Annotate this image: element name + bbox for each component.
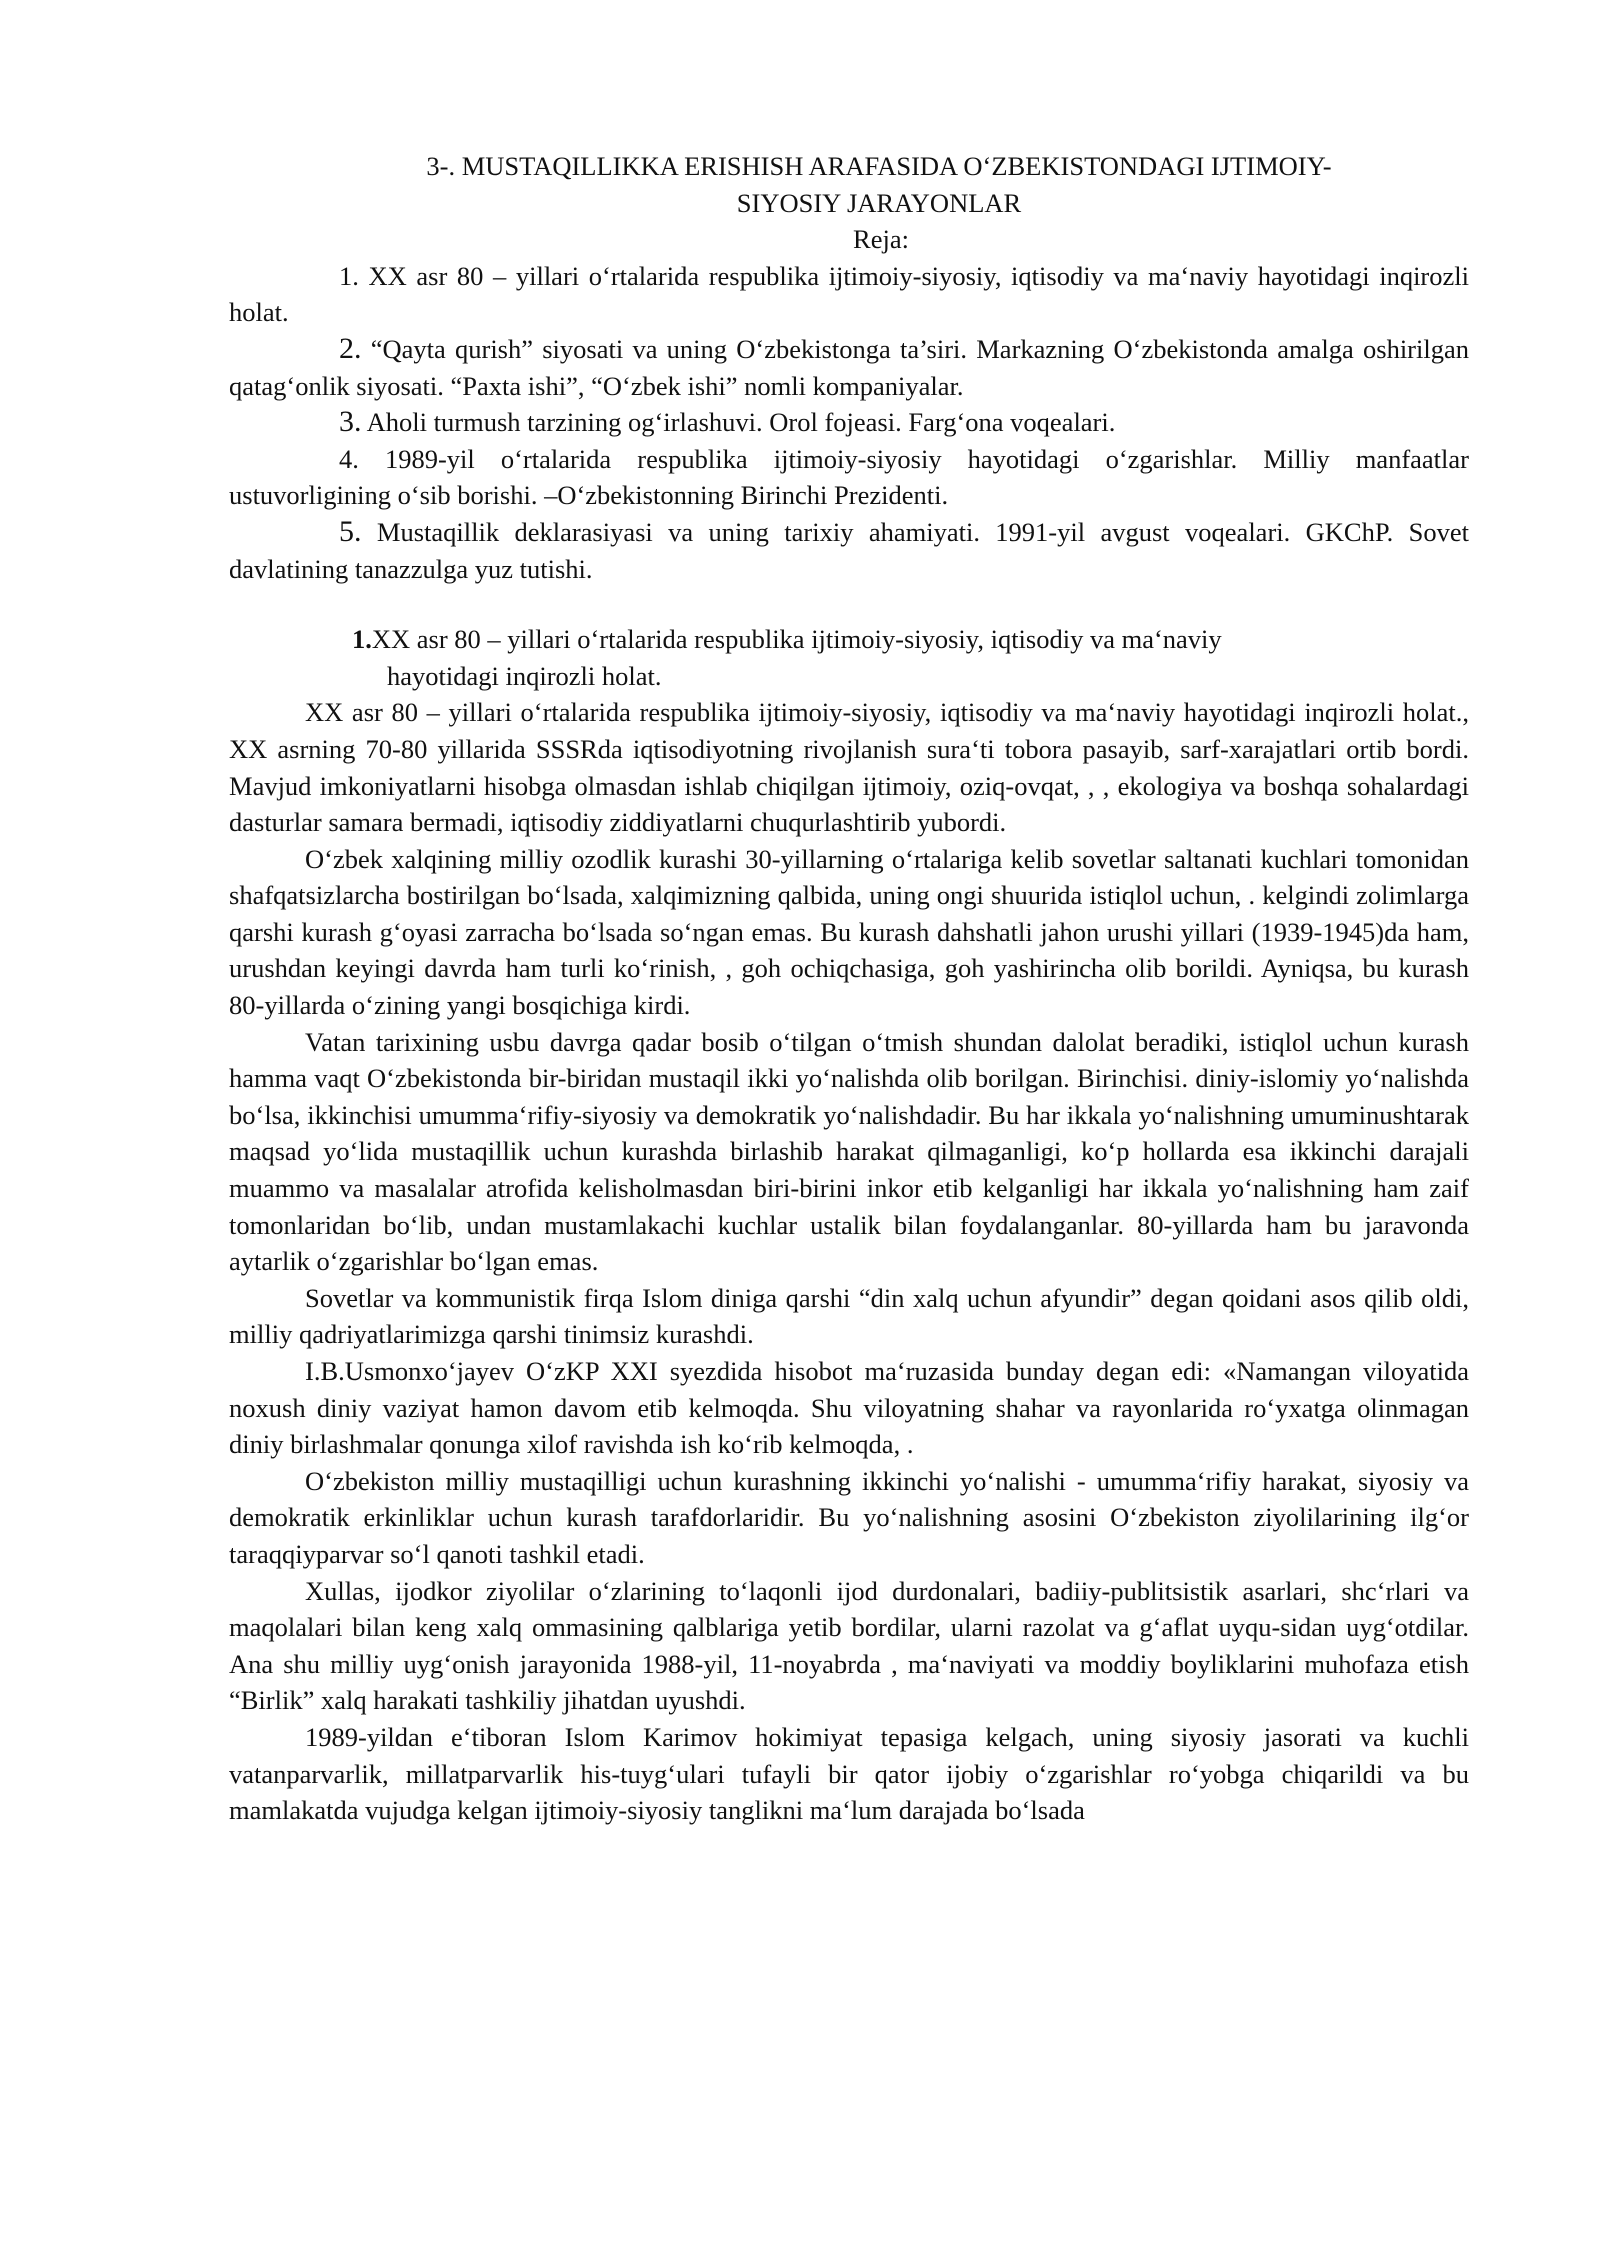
plan-item — [229, 404, 1469, 441]
plan-label: Reja: — [853, 224, 909, 255]
plan-item — [229, 441, 1469, 514]
plan-item-number: 4. — [339, 443, 359, 474]
body-paragraph: XX asr 80 – yillari o‘rtalarida respublika ijtimoiy-siyosiy, iqtisodiy va ma‘naviy hayotidagi inqirozli holat., XX asrning 70-80 yillarida SSSRda iqtisodiyotning rivojlanish sura‘ti tobora pasayib, sarf-xarajatlari ortib bordi. Mavjud imkoniyatlarni hisobga olmasdan ishlab chiqilgan ijtimoiy, oziq-ovqat, , , ekologiya va boshqa sohalardagi dasturlar samara bermadi, iqtisodiy ziddiyatlarni chuqurlashtirib yubordi. — [229, 697, 1469, 838]
plan-item-text: 1989-yil o‘rtalarida respublika ijtimoiy-siyosiy hayotidagi o‘zgarishlar. Milliy manfaatlar ustuvorligining o‘sib borishi. –O‘zbekistonning Birinchi Prezidenti. — [229, 443, 1469, 511]
document-page — [229, 148, 1469, 1829]
plan-item-number: 3. — [339, 405, 362, 439]
plan-item-number: 2. — [339, 331, 362, 365]
body-paragraph: Xullas, ijodkor ziyolilar o‘zlarining to‘laqonli ijod durdonalari, badiiy-publitsistik asarlari, shc‘rlari va maqolalari bilan keng xalq ommasining qalblariga yetib bordilar, ularni razolat va g‘aflat uyqu-sidan uyg‘otdilar. Ana shu milliy uyg‘onish jarayonida 1988-yil, 11-noyabrda , ma‘naviyati va moddiy boyliklarini muhofaza etish “Birlik” xalq harakati tashkiliy jihatdan uyushdi. — [229, 1575, 1469, 1716]
plan-item-text: Mustaqillik deklarasiyasi va uning tarixiy ahamiyati. 1991-yil avgust voqealari. GKChP. Sovet davlatining tanazzulga yuz tutishi. — [229, 516, 1469, 584]
section-heading-line-1: XX asr 80 – yillari o‘rtalarida respublika ijtimoiy-siyosiy, iqtisodiy va ma‘naviy — [371, 624, 1222, 655]
document-title — [229, 148, 1469, 221]
plan-item-text: Aholi turmush tarzining og‘irlashuvi. Orol fojeasi. Farg‘ona voqealari. — [366, 407, 1116, 438]
section-heading-line-2: hayotidagi inqirozli holat. — [387, 660, 662, 691]
title-line-1: 3-. MUSTAQILLIKKA ERISHISH ARAFASIDA O‘ZBEKISTONDAGI IJTIMOIY- — [426, 151, 1332, 181]
plan-list — [229, 258, 1469, 587]
body-paragraph: 1989-yildan e‘tiboran Islom Karimov hokimiyat tepasiga kelgach, uning siyosiy jasorati va kuchli vatanparvarlik, millatparvarlik his-tuyg‘ulari tufayli bir qator ijobiy o‘zgarishlar ro‘yobga chiqarildi va bu mamlakatda vujudga kelgan ijtimoiy-siyosiy tanglikni ma‘lum darajada bo‘lsada — [229, 1721, 1469, 1826]
plan-item-text: “Qayta qurish” siyosati va uning O‘zbekistonga ta’siri. Markazning O‘zbekistonda amalga oshirilgan qatag‘onlik siyosati. “Paxta ishi”, “O‘zbek ishi” nomli kompaniyalar. — [229, 333, 1469, 401]
body-paragraph: I.B.Usmonxo‘jayev O‘zKP XXI syezdida hisobot ma‘ruzasida bunday degan edi: «Namangan viloyatida noxush diniy vaziyat hamon davom etib kelmoqda. Shu viloyatning shahar va rayonlarida ro‘yxatga olinmagan diniy birlashmalar qonunga xilof ravishda ish ko‘rib kelmoqda, . — [229, 1356, 1469, 1460]
section-heading — [229, 621, 1469, 694]
plan-item — [229, 514, 1469, 587]
plan-item-number: 1. — [339, 260, 359, 291]
title-line-2: SIYOSIY JARAYONLAR — [736, 187, 1022, 218]
plan-item-number: 5. — [339, 514, 362, 548]
section-number: 1. — [352, 624, 372, 655]
body-paragraph: Vatan tarixining usbu davrga qadar bosib o‘tilgan o‘tmish shundan dalolat beradiki, istiqlol uchun kurash hamma vaqt O‘zbekistonda bir-biridan mustaqil ikki yo‘nalishda olib borilgan. Birinchisi. diniy-islomiy yo‘nalishda bo‘lsa, ikkinchisi umumma‘rifiy-siyosiy va demokratik yo‘nalishdadir. Bu har ikkala yo‘nalishning umuminushtarak maqsad yo‘lida mustaqillik uchun kurashda birlashib harakat qilmaganligi, ko‘p hollarda esa ikkinchi darajali muammo va masalalar atrofida kelisholmasdan biri-birini inkor etib kelganligi har ikkala yo‘nalishning ham zaif tomonlaridan bo‘lib, undan mustamlakachi kuchlar ustalik bilan foydalanganlar. 80-yillarda ham bu jaravonda aytarlik o‘zgarishlar bo‘lgan emas. — [229, 1026, 1469, 1277]
body-paragraph: O‘zbekiston milliy mustaqilligi uchun kurashning ikkinchi yo‘nalishi - umumma‘rifiy harakat, siyosiy va demokratik erkinliklar uchun kurash tarafdorlaridir. Bu yo‘nalishning asosini O‘zbekiston ziyolilarining ilg‘or taraqqiyparvar so‘l qanoti tashkil etadi. — [229, 1465, 1469, 1569]
plan-item — [229, 331, 1469, 404]
plan-item — [229, 258, 1469, 331]
body-paragraph: O‘zbek xalqining milliy ozodlik kurashi 30-yillarning o‘rtalariga kelib sovetlar saltanati kuchlari tomonidan shafqatsizlarcha bostirilgan bo‘lsada, xalqimizning qalbida, uning ongi shuurida istiqlol uchun, . kelgindi zolimlarga qarshi kurash g‘oyasi zarracha bo‘lsada so‘ngan emas. Bu kurash dahshatli jahon urushi yillari (1939-1945)da ham, urushdan keyingi davrda ham turli ko‘rinish, , goh ochiqchasiga, goh yashirincha olib borildi. Ayniqsa, bu kurash 80-yillarda o‘zining yangi bosqichiga kirdi. — [229, 843, 1469, 1021]
plan-item-text: XX asr 80 – yillari o‘rtalarida respublika ijtimoiy-siyosiy, iqtisodiy va ma‘naviy hayotidagi inqirozli holat. — [229, 260, 1469, 328]
body-paragraph: Sovetlar va kommunistik firqa Islom diniga qarshi “din xalq uchun afyundir” degan qoidani asos qilib oldi, milliy qadriyatlarimizga qarshi tinimsiz kurashdi. — [229, 1282, 1469, 1350]
